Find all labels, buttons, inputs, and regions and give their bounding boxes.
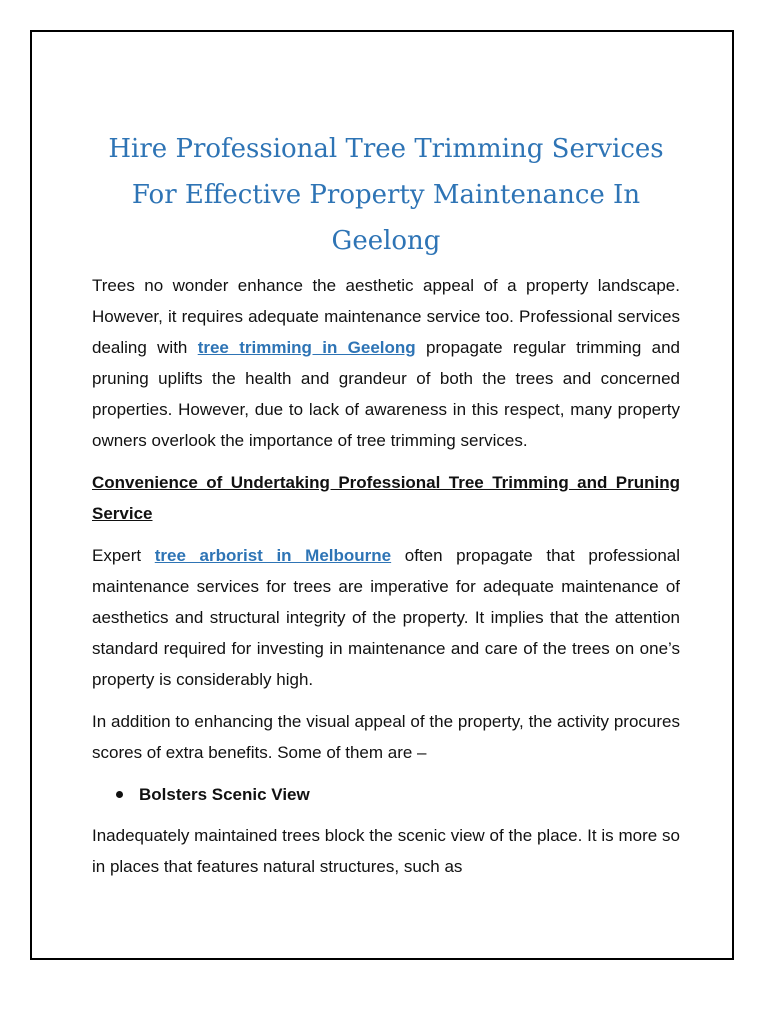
arborist-text-1: Expert	[92, 546, 155, 565]
intro-paragraph	[92, 270, 680, 456]
document-title: Hire Professional Tree Trimming Services For Effective Property Maintenance In Geelong	[108, 134, 664, 256]
tree-arborist-melbourne-link[interactable]: tree arborist in Melbourne	[154, 546, 392, 565]
arborist-paragraph	[92, 540, 680, 695]
scenic-view-paragraph: Inadequately maintained trees block the scenic view of the place. It is more so in places that features natural structures, such as	[92, 826, 680, 876]
benefits-intro-paragraph: In addition to enhancing the visual appeal of the property, the activity procures scores of extra benefits. Some of them are –	[92, 712, 680, 762]
benefits-list	[92, 779, 680, 810]
intro-text-2: propagate regular trimming and pruning uplifts the health and grandeur of both the trees and concerned properties. However, due to lack of awareness in this respect, many property owners overlook the importance of tree trimming services.	[92, 338, 680, 450]
intro-text-1: Trees no wonder enhance the aesthetic appeal of a property landscape. However, it requires adequate maintenance service too. Professional services dealing with	[92, 276, 680, 357]
tree-trimming-geelong-link[interactable]: tree trimming in Geelong	[197, 338, 416, 357]
document-content	[92, 126, 680, 893]
bullet-icon	[116, 791, 123, 798]
section-heading: Convenience of Undertaking Professional Tree Trimming and Pruning Service	[92, 473, 680, 523]
list-item	[92, 779, 680, 810]
page-frame	[30, 30, 734, 960]
bullet-label: Bolsters Scenic View	[139, 785, 310, 804]
arborist-text-2: often propagate that professional maintenance services for trees are imperative for adequate maintenance of aesthetics and structural integrity of the property. It implies that the attention standard required for investing in maintenance and care of the trees on one’s property is considerably high.	[92, 546, 681, 689]
